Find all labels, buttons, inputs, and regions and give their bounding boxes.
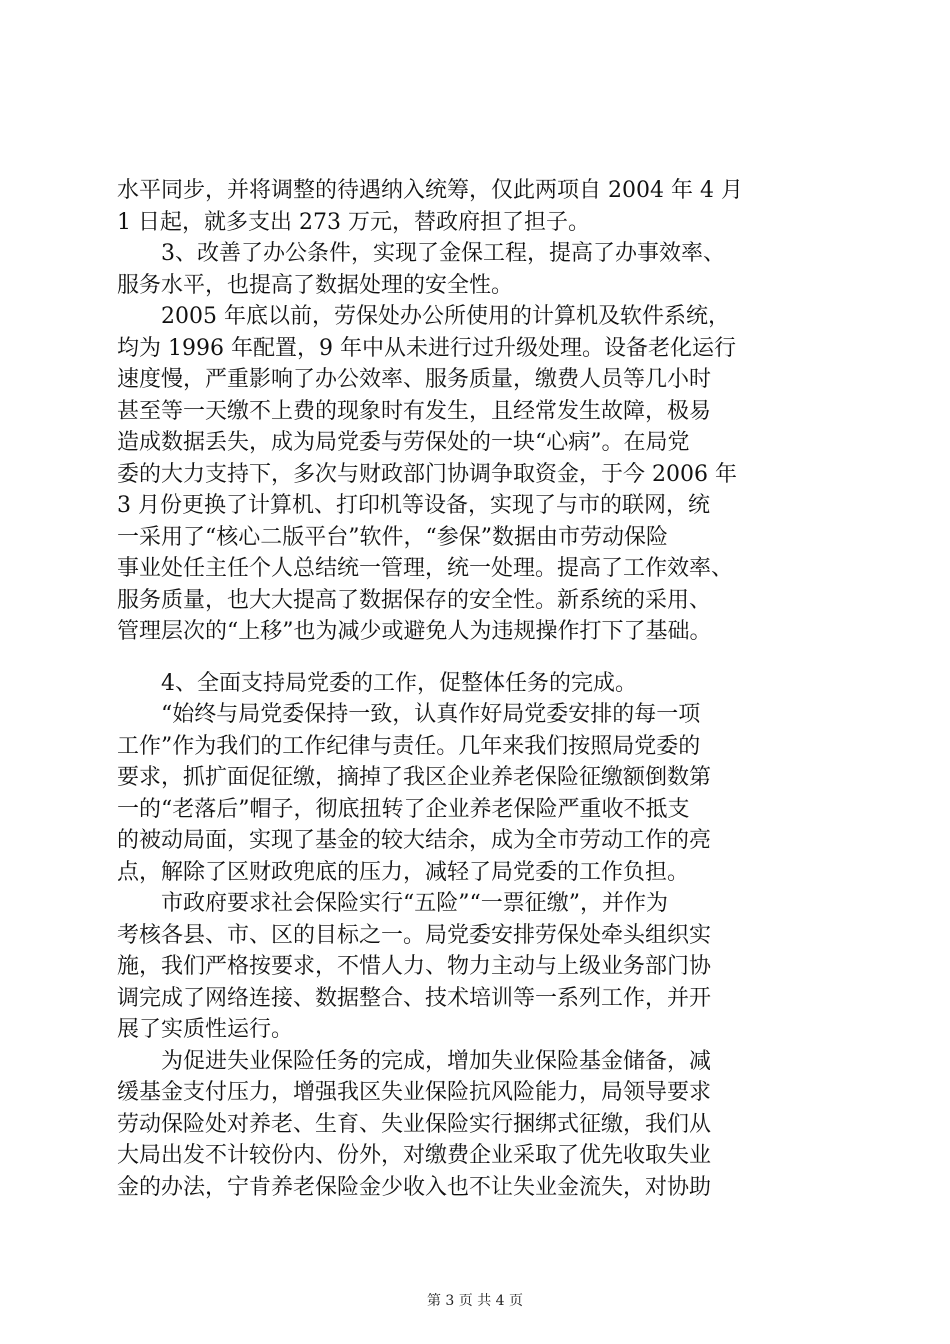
text-line: 考核各县、市、区的目标之一。局党委安排劳保处牵头组织实 xyxy=(117,923,712,948)
text-line: 调完成了网络连接、数据整合、技术培训等一系列工作，并开 xyxy=(117,986,712,1011)
page-footer: 第 3 页 共 4 页 xyxy=(426,1293,524,1309)
text-line: 的被动局面，实现了基金的较大结余，成为全市劳动工作的亮 xyxy=(117,828,712,853)
text-line: 劳动保险处对养老、生育、失业保险实行捆绑式征缴，我们从 xyxy=(117,1112,712,1137)
text-line: 缓基金支付压力，增强我区失业保险抗风险能力，局领导要求 xyxy=(117,1080,712,1105)
text-line: 水平同步，并将调整的待遇纳入统筹，仅此两项自 2004 年 4 月 xyxy=(117,178,743,203)
text-line: 点，解除了区财政兜底的压力，减轻了局党委的工作负担。 xyxy=(117,860,690,885)
text-line: 一的“老落后”帽子，彻底扭转了企业养老保险严重收不抵支 xyxy=(117,797,690,822)
text-line: 服务质量，也大大提高了数据保存的安全性。新系统的采用、 xyxy=(117,588,712,613)
text-line: 要求，抓扩面促征缴，摘掉了我区企业养老保险征缴额倒数第 xyxy=(117,765,712,790)
text-line: 大局出发不计较份内、份外，对缴费企业采取了优先收取失业 xyxy=(117,1143,712,1168)
text-line: 一采用了“核心二版平台”软件，“参保”数据由市劳动保险 xyxy=(117,525,668,550)
text-line: 金的办法，宁肯养老保险金少收入也不让失业金流失，对协助 xyxy=(117,1175,712,1200)
text-line: 3、改善了办公条件，实现了金保工程，提高了办事效率、 xyxy=(117,241,725,266)
text-line: 管理层次的“上移”也为减少或避免人为违规操作打下了基础。 xyxy=(117,619,712,644)
text-line: 事业处任主任个人总结统一管理，统一处理。提高了工作效率、 xyxy=(117,556,734,581)
text-line: 施，我们严格按要求，不惜人力、物力主动与上级业务部门协 xyxy=(117,954,712,979)
text-line: 服务水平，也提高了数据处理的安全性。 xyxy=(117,273,514,298)
text-line: 造成数据丢失，成为局党委与劳保处的一块“心病”。在局党 xyxy=(117,430,690,455)
text-line: 甚至等一天缴不上费的现象时有发生，且经常发生故障，极易 xyxy=(117,399,712,424)
text-line: 展了实质性运行。 xyxy=(117,1017,294,1042)
section-heading: 4、全面支持局党委的工作，促整体任务的完成。 xyxy=(117,671,637,696)
text-line: 1 日起，就多支出 273 万元，替政府担了担子。 xyxy=(117,210,590,235)
text-line: 市政府要求社会保险实行“五险”“一票征缴”，并作为 xyxy=(117,891,668,916)
text-line: “始终与局党委保持一致，认真作好局党委安排的每一项 xyxy=(117,702,701,727)
text-line: 均为 1996 年配置，9 年中从未进行过升级处理。设备老化运行 xyxy=(117,336,736,361)
text-line: 工作”作为我们的工作纪律与责任。几年来我们按照局党委的 xyxy=(117,734,701,759)
text-line: 为促进失业保险任务的完成，增加失业保险基金储备，减 xyxy=(117,1049,712,1074)
text-line: 3 月份更换了计算机、打印机等设备，实现了与市的联网，统 xyxy=(117,493,710,518)
text-line: 2005 年底以前，劳保处办公所使用的计算机及软件系统， xyxy=(117,304,730,329)
text-line: 速度慢，严重影响了办公效率、服务质量，缴费人员等几小时 xyxy=(117,367,712,392)
text-line: 委的大力支持下，多次与财政部门协调争取资金，于今 2006 年 xyxy=(117,462,737,487)
